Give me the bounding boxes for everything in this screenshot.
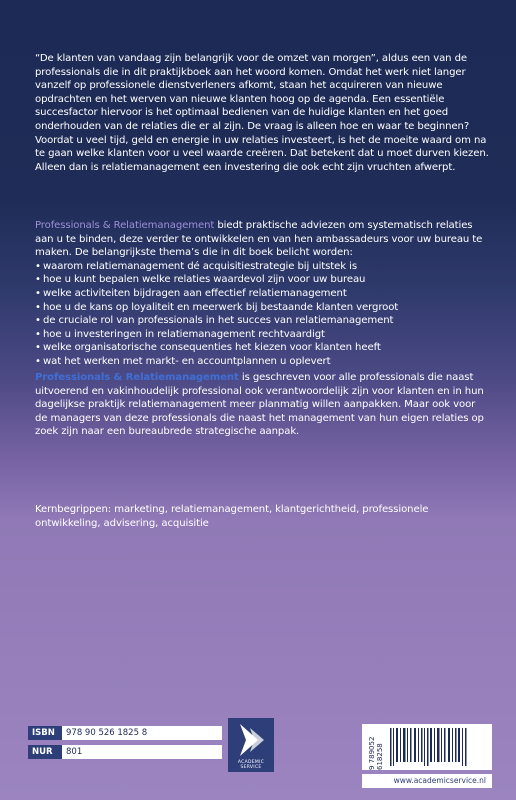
- keywords-text: Kernbegrippen: marketing, relatiemanagement, klantgerichtheid, professionele ontwikkeling, advisering, acquisitie: [35, 504, 429, 529]
- intro-text: “De klanten van vandaag zijn belangrijk voor de omzet van morgen”, aldus een van de professionals die in dit praktijkboek aan het woord komen. Omdat het werk niet langer vanzelf op professionele dienstverleners afkomt, staan het acquireren van nieuwe opdrachten en het werven van nieuwe klanten hoog op de agenda. Een essentiële succesfactor hiervoor is het optimaal bedienen van de huidige klanten en het goed onderhouden van de relaties die er al zijn. De vraag is alleen hoe en waar te beginnen? Voordat u veel tijd, geld en energie in uw relaties investeert, is het de moeite waard om na te gaan welke klanten voor u veel waarde creëren. Dat betekent dat u moet durven kiezen. Alleen dan is relatiemanagement een investering die ook echt zijn vruchten afwerpt.: [35, 53, 489, 173]
- audience-paragraph: [35, 371, 490, 439]
- list-item: • waarom relatiemanagement dé acquisitiestrategie bij uitstek is: [35, 260, 490, 274]
- barcode-number: 9 789052 618258: [368, 736, 384, 770]
- list-item: • welke activiteiten bijdragen aan effectief relatiemanagement: [35, 287, 490, 301]
- audience-body: is geschreven voor alle professionals die naast uitvoerend en vakinhoudelijk professional ook verantwoordelijk zijn voor klanten en in hun dagelijkse praktijk relatiemanagement meer planmatig willen aanpakken. Maar ook voor de managers van deze professionals die naast het management van hun eigen relaties op zoek zijn naar een bureaubrede strategische aanpak.: [35, 372, 484, 438]
- keywords-paragraph: [35, 503, 490, 530]
- nur-value: 801: [62, 745, 222, 759]
- list-item: • hoe u investeringen in relatiemanagement rechtvaardigt: [35, 328, 490, 342]
- audience-text: [35, 371, 490, 439]
- themes-section: [35, 219, 490, 369]
- themes-list: [35, 260, 490, 369]
- publisher-url: www.academicservice.nl: [362, 774, 492, 788]
- imprint-area: [0, 718, 516, 800]
- list-item: • de cruciale rol van professionals in het succes van relatiemanagement: [35, 314, 490, 328]
- publisher-logo: [228, 718, 274, 772]
- list-item: • wat het werken met markt- en accountplannen u oplevert: [35, 355, 490, 369]
- book-title-highlight-strong: Professionals & Relatiemanagement: [35, 372, 239, 383]
- book-title-highlight: Professionals & Relatiemanagement: [35, 220, 215, 231]
- isbn-label: ISBN: [28, 726, 62, 740]
- list-item: • hoe u de kans op loyaliteit en meerwerk bij bestaande klanten vergroot: [35, 301, 490, 315]
- themes-lead: [35, 219, 490, 260]
- list-item: • hoe u kunt bepalen welke relaties waardevol zijn voor uw bureau: [35, 273, 490, 287]
- nur-label: NUR: [28, 745, 62, 759]
- list-item: • welke organisatorische consequenties het kiezen voor klanten heeft: [35, 341, 490, 355]
- themes-lead-text: biedt praktische adviezen om systematisch relaties aan u te binden, deze verder te ontwikkelen en van hen ambassadeurs voor uw bureau te maken. De belangrijkste thema’s die in dit boek belicht worden:: [35, 220, 483, 259]
- isbn-value: 978 90 526 1825 8: [62, 726, 222, 740]
- arrow-icon: [228, 718, 274, 762]
- intro-paragraph: [35, 52, 490, 174]
- publisher-logo-text: ACADEMIC SERVICE: [237, 760, 265, 770]
